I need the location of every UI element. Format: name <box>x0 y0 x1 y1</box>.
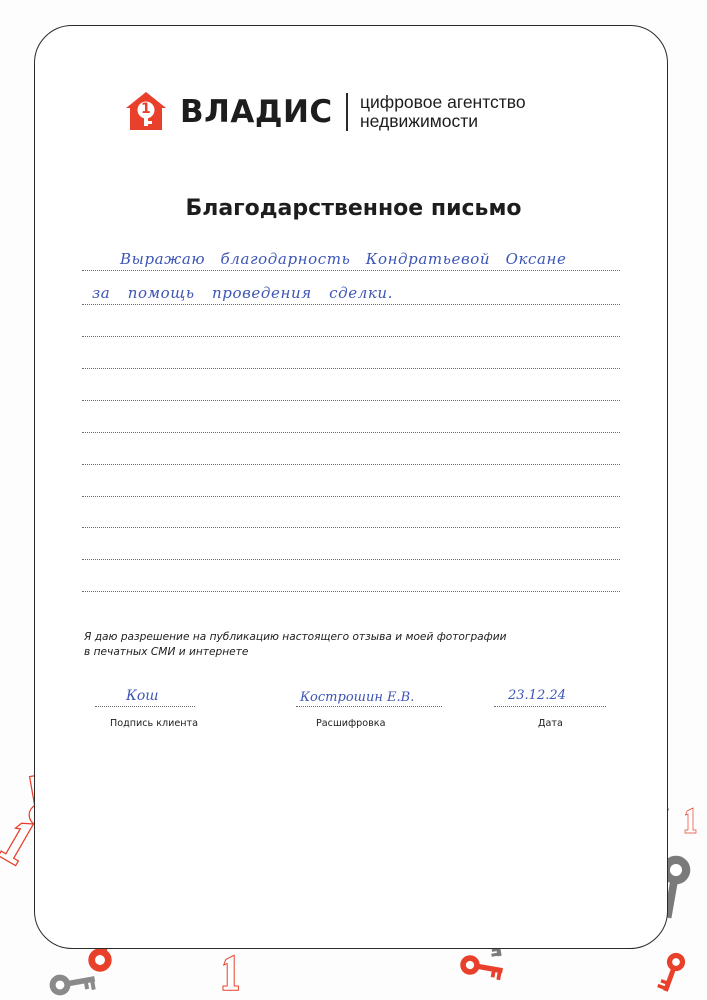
client-signature: Кош <box>126 688 159 704</box>
writing-line <box>82 270 620 271</box>
writing-line <box>82 368 620 369</box>
date-line <box>494 706 606 707</box>
consent-line-1: Я даю разрешение на публикацию настоящего отзыва и моей фотографии <box>84 631 507 643</box>
client-name-transcript: Кострошин Е.В. <box>300 690 415 705</box>
writing-line <box>82 559 620 560</box>
letter-title: Благодарственное письмо <box>185 196 522 221</box>
brand-tagline-line1: цифровое агентство <box>360 92 526 112</box>
signing-date: 23.12.24 <box>508 688 566 703</box>
logo-divider <box>346 93 348 131</box>
brand-tagline-line2: недвижимости <box>360 111 479 131</box>
letter-frame <box>34 25 668 949</box>
writing-line <box>82 464 620 465</box>
consent-line-2: в печатных СМИ и интернете <box>84 645 249 658</box>
consent-text <box>84 630 507 659</box>
brand-name: ВЛАДИС <box>180 94 333 130</box>
writing-line <box>82 400 620 401</box>
handwritten-line-1: Выражаю благодарность Кондратьевой Оксане <box>120 250 567 268</box>
signature-line <box>95 706 195 707</box>
writing-line <box>82 304 620 305</box>
transcript-label: Расшифровка <box>316 718 386 729</box>
date-label: Дата <box>538 718 563 729</box>
transcript-line <box>296 706 442 707</box>
writing-line <box>82 591 620 592</box>
writing-line <box>82 336 620 337</box>
brand-tagline <box>360 93 526 131</box>
signature-label: Подпись клиента <box>110 718 199 729</box>
brand-icon-digit: 1 <box>141 101 151 117</box>
writing-line <box>82 527 620 528</box>
writing-line <box>82 432 620 433</box>
writing-line <box>82 496 620 497</box>
handwritten-line-2: за помощь проведения сделки. <box>92 284 394 302</box>
